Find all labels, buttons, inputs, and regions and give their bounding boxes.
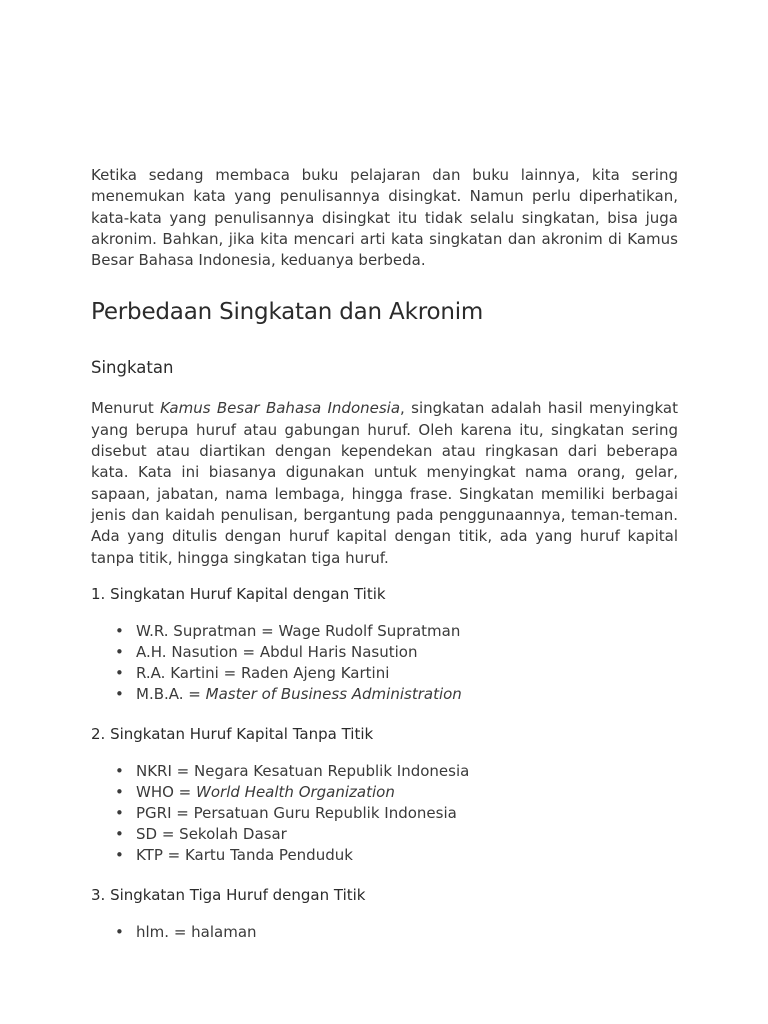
definition-paragraph	[91, 398, 678, 568]
list-item	[91, 803, 678, 824]
bullet-icon: •	[115, 643, 124, 662]
list-item-text: W.R. Supratman = Wage Rudolf Supratman	[136, 621, 461, 640]
list-heading-2: 2. Singkatan Huruf Kapital Tanpa Titik	[91, 724, 374, 743]
abbreviation-list-3	[91, 922, 678, 943]
list-item-text: PGRI = Persatuan Guru Republik Indonesia	[136, 804, 457, 823]
list-item-text: hlm. = halaman	[136, 922, 257, 941]
list-item-text: A.H. Nasution = Abdul Haris Nasution	[136, 643, 418, 662]
bullet-icon: •	[115, 685, 124, 704]
bullet-icon: •	[115, 621, 124, 640]
list-heading-3: 3. Singkatan Tiga Huruf dengan Titik	[91, 885, 366, 904]
list-item	[91, 761, 678, 782]
bullet-icon: •	[115, 782, 124, 801]
intro-paragraph: Ketika sedang membaca buku pelajaran dan buku lainnya, kita sering menemukan kata yang penulisannya disingkat. Namun perlu diperhatikan, kata-kata yang penulisannya disingkat itu tidak selalu singkatan, bisa juga akronim. Bahkan, jika kita mencari arti kata singkatan dan akronim di Kamus Besar Bahasa Indonesia, keduanya berbeda.	[91, 166, 678, 270]
list-item	[91, 824, 678, 845]
list-item-text: M.B.A. =	[136, 685, 206, 704]
article-heading: Perbedaan Singkatan dan Akronim	[91, 299, 484, 326]
list-item-text: NKRI = Negara Kesatuan Republik Indonesia	[136, 761, 470, 780]
list-item-text: SD = Sekolah Dasar	[136, 825, 287, 844]
bullet-icon: •	[115, 846, 124, 865]
definition-source: Kamus Besar Bahasa Indonesia	[160, 399, 401, 418]
list-item-italic: World Health Organization	[196, 782, 395, 801]
abbreviation-list-2	[91, 761, 678, 867]
bullet-icon: •	[115, 825, 124, 844]
list-item	[91, 684, 678, 705]
list-item	[91, 621, 678, 642]
list-item-text: KTP = Kartu Tanda Penduduk	[136, 846, 353, 865]
list-item-text: WHO =	[136, 782, 197, 801]
definition-prefix: Menurut	[91, 399, 161, 418]
article-body	[91, 165, 678, 961]
definition-text: , singkatan adalah hasil menyingkat yang berupa huruf atau gabungan huruf. Oleh karena itu, singkatan sering disebut atau diartikan dengan kependekan atau ringkasan dari beberapa kata. Kata ini biasanya digunakan untuk menyingkat nama orang, gelar, sapaan, jabatan, nama lembaga, hingga frase. Singkatan memiliki berbagai jenis dan kaidah penulisan, bergantung pada penggunaannya, teman-teman. Ada yang ditulis dengan huruf kapital dengan titik, ada yang huruf kapital tanpa titik, hingga singkatan tiga huruf.	[91, 399, 678, 567]
bullet-icon: •	[115, 664, 124, 683]
abbreviation-list-1	[91, 621, 678, 706]
bullet-icon: •	[115, 922, 124, 941]
bullet-icon: •	[115, 761, 124, 780]
list-item	[91, 642, 678, 663]
section-subheading: Singkatan	[91, 358, 174, 378]
list-item	[91, 922, 678, 943]
list-item	[91, 782, 678, 803]
list-heading-1: 1. Singkatan Huruf Kapital dengan Titik	[91, 584, 386, 603]
bullet-icon: •	[115, 804, 124, 823]
list-item-italic: Master of Business Administration	[205, 685, 462, 704]
list-item-text: R.A. Kartini = Raden Ajeng Kartini	[136, 664, 390, 683]
list-item	[91, 845, 678, 866]
list-item	[91, 663, 678, 684]
